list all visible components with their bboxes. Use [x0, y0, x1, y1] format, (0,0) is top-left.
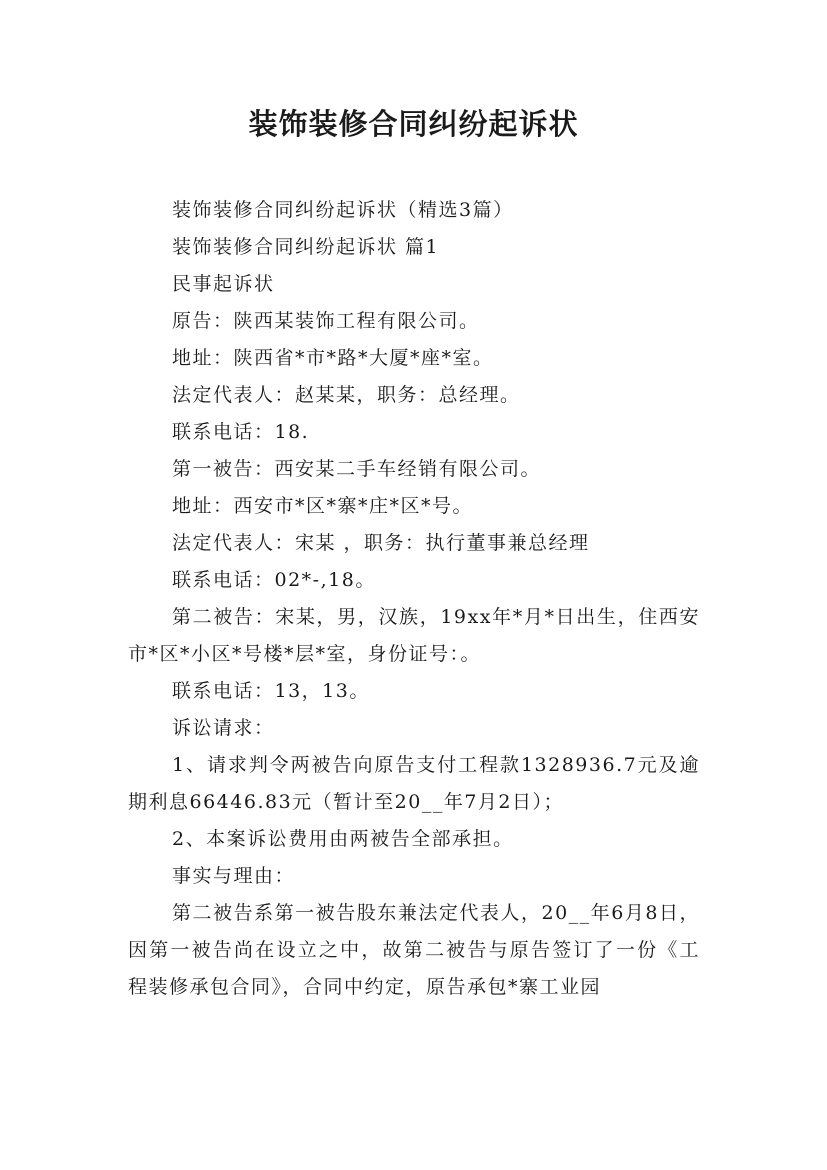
paragraph-second-defendant-phone: 联系电话：13，13。 [172, 680, 370, 702]
paragraph-first-defendant: 第一被告：西安某二手车经销有限公司。 [172, 458, 542, 480]
paragraph-claim-2: 2、本案诉讼费用由两被告全部承担。 [172, 828, 514, 850]
paragraph-first-defendant-representative: 法定代表人：宋某 ，职务：执行董事兼总经理 [172, 532, 590, 554]
paragraph-claim-1: 1、请求判令两被告向原告支付工程款1328936.7元及逾期利息66446.83元（暂计至20__年7月2日）； [128, 754, 700, 813]
paragraph-plaintiff: 原告：陕西某装饰工程有限公司。 [172, 310, 480, 332]
paragraph-subtitle: 装饰装修合同纠纷起诉状（精选3篇） [172, 199, 514, 221]
paragraph-plaintiff-representative: 法定代表人：赵某某，职务：总经理。 [172, 384, 521, 406]
paragraph-plaintiff-phone: 联系电话：18. [172, 421, 310, 443]
paragraph-facts-heading: 事实与理由： [172, 865, 296, 887]
document-title: 装饰装修合同纠纷起诉状 [248, 107, 579, 141]
paragraph-first-defendant-phone: 联系电话：02*-,18。 [172, 569, 376, 591]
paragraph-plaintiff-address: 地址：陕西省*市*路*大厦*座*室。 [172, 347, 494, 369]
paragraph-doc-type: 民事起诉状 [172, 273, 275, 295]
document-body [128, 192, 700, 1006]
paragraph-first-defendant-address: 地址：西安市*区*寨*庄*区*号。 [172, 495, 474, 517]
paragraph-second-defendant: 第二被告：宋某，男，汉族，19xx年*月*日出生，住西安市*区*小区*号楼*层*室，身份证号：。 [128, 606, 700, 665]
paragraph-section-heading: 装饰装修合同纠纷起诉状 篇1 [172, 236, 440, 258]
paragraph-claims-heading: 诉讼请求： [172, 717, 275, 739]
paragraph-facts: 第二被告系第一被告股东兼法定代表人，20__年6月8日，因第一被告尚在设立之中，故第二被告与原告签订了一份《工程装修承包合同》，合同中约定，原告承包*寨工业园 [128, 902, 700, 998]
